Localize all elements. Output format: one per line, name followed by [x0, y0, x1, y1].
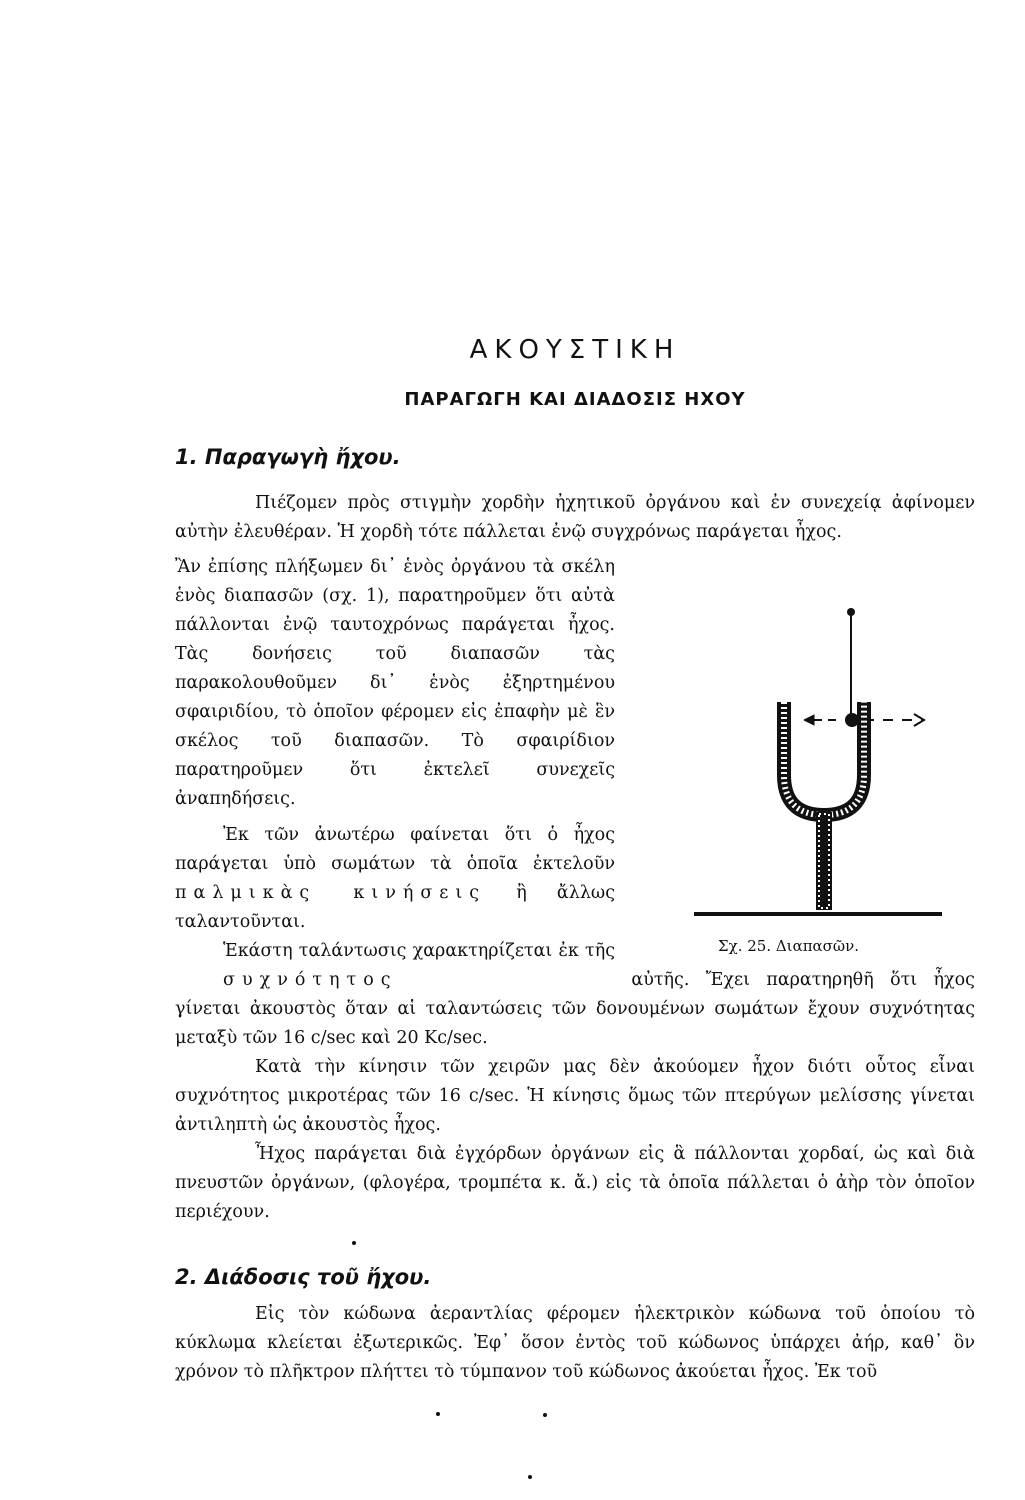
- section-1-paragraph-6: Ἦχος παράγεται διὰ ἐγχόρδων ὀργάνων εἰς ἃ πάλλονται χορδαί, ὡς καὶ διὰ πνευστῶν ὀργάνων, (φλογέρα, τρομπέτα κ. ἄ.) εἰς τὰ ὁποῖα πάλλεται ὁ ἀὴρ τὸν ὁποῖον περιέχουν.: [175, 1144, 975, 1222]
- paragraph-4-text-b: αὐτῆς. Ἔχει παρατηρηθῆ ὅτι ἦχος γίνεται ἀκουστὸς ὅταν αἱ ταλαντώσεις τῶν δονουμένων σωμάτων ἔχουν συχνότητας μεταξὺ τῶν 16 c/sec καὶ 20 Kc/sec.: [175, 970, 975, 1048]
- section-1-paragraph-3: [175, 821, 615, 937]
- section-2-paragraph-1: Εἰς τὸν κώδωνα ἀεραντλίας φέρομεν ἠλεκτρικὸν κώδωνα τοῦ ὁποίου τὸ κύκλωμα κλείεται ἐξωτερικῶς. Ἐφ᾽ ὅσον ἐντὸς τοῦ κώδωνος ὑπάρχει ἀήρ, καθ᾽ ὃν χρόνον τὸ πλῆκτρον πλήττει τὸ τύμπανον τοῦ κώδωνος ἀκούεται ἦχος. Ἐκ τοῦ: [175, 1304, 975, 1382]
- paragraph-4-text-a: Ἑκάστη ταλάντωσις χαρακτηρίζεται ἐκ τῆς: [223, 941, 615, 961]
- paragraph-3-text-a: Ἐκ τῶν ἀνωτέρω φαίνεται ὅτι ὁ ἦχος παράγεται ὑπὸ σωμάτων τὰ ὁποῖα ἐκτελοῦν: [175, 825, 615, 874]
- section-2-heading: 2. Διάδοσις τοῦ ἤχου.: [175, 1265, 432, 1289]
- section-1-paragraph-1: Πιέζομεν πρὸς στιγμὴν χορδὴν ἠχητικοῦ ὀργάνου καὶ ἐν συνεχείᾳ ἀφίνομεν αὐτὴν ἐλευθέραν. Ἡ χορδὴ τότε πάλλεται ἐνῷ συγχρόνως παράγεται ἦχος.: [175, 493, 975, 542]
- paragraph-4-lead: [223, 937, 615, 995]
- paragraph-3-text-b: ἢ ἄλλως ταλαντοῦνται.: [175, 883, 615, 932]
- section-1-heading: 1. Παραγωγὴ ἤχου.: [175, 445, 401, 469]
- print-speck: [528, 1475, 532, 1479]
- emphasis-spaced-text: παλμικὰς κινήσεις: [175, 883, 487, 903]
- tuning-fork-figure: [688, 600, 948, 920]
- pendulum-ball: [845, 713, 859, 727]
- print-speck: [436, 1412, 440, 1416]
- arrow-head-left-icon: [804, 715, 814, 725]
- figure-caption: Σχ. 25. Διαπασῶν.: [718, 937, 860, 955]
- emphasis-spaced-text: συχνότητος: [223, 970, 398, 990]
- section-1-paragraph-5: Κατὰ τὴν κίνησιν τῶν χειρῶν μας δὲν ἀκούομεν ἦχον διότι οὗτος εἶναι συχνότητος μικροτέρας τῶν 16 c/sec. Ἡ κίνησις ὅμως τῶν πτερύγων μελίσσης γίνεται ἀντιληπτὴ ὡς ἀκουστὸς ἦχος.: [175, 1057, 975, 1135]
- suspension-point: [847, 608, 855, 616]
- print-speck: [543, 1413, 547, 1417]
- chapter-subtitle: ΠΑΡΑΓΩΓΗ ΚΑΙ ΔΙΑΔΟΣΙΣ ΗΧΟΥ: [404, 389, 746, 410]
- section-1-paragraph-2: Ἂν ἐπίσης πλήξωμεν δι᾽ ἑνὸς ὀργάνου τὰ σκέλη ἑνὸς διαπασῶν (σχ. 1), παρατηροῦμεν ὅτι αὐτὰ πάλλονται ἐνῷ ταυτοχρόνως παράγεται ἦχος. Τὰς δονήσεις τοῦ διαπασῶν τὰς παρακολουθοῦμεν δι᾽ ἑνὸς ἐξηρτημένου σφαιριδίου, τὸ ὁποῖον φέρομεν εἰς ἐπαφὴν μὲ ἓν σκέλος τοῦ διαπασῶν. Τὸ σφαιρίδιον παρατηροῦμεν ὅτι ἐκτελεῖ συνεχεῖς ἀναπηδήσεις.: [175, 557, 615, 809]
- arrow-head-right-icon: [914, 714, 924, 726]
- print-speck: [352, 1241, 356, 1245]
- tuning-fork-illustration: [688, 600, 948, 920]
- page-title: ΑΚΟΥΣΤΙΚΗ: [469, 335, 681, 365]
